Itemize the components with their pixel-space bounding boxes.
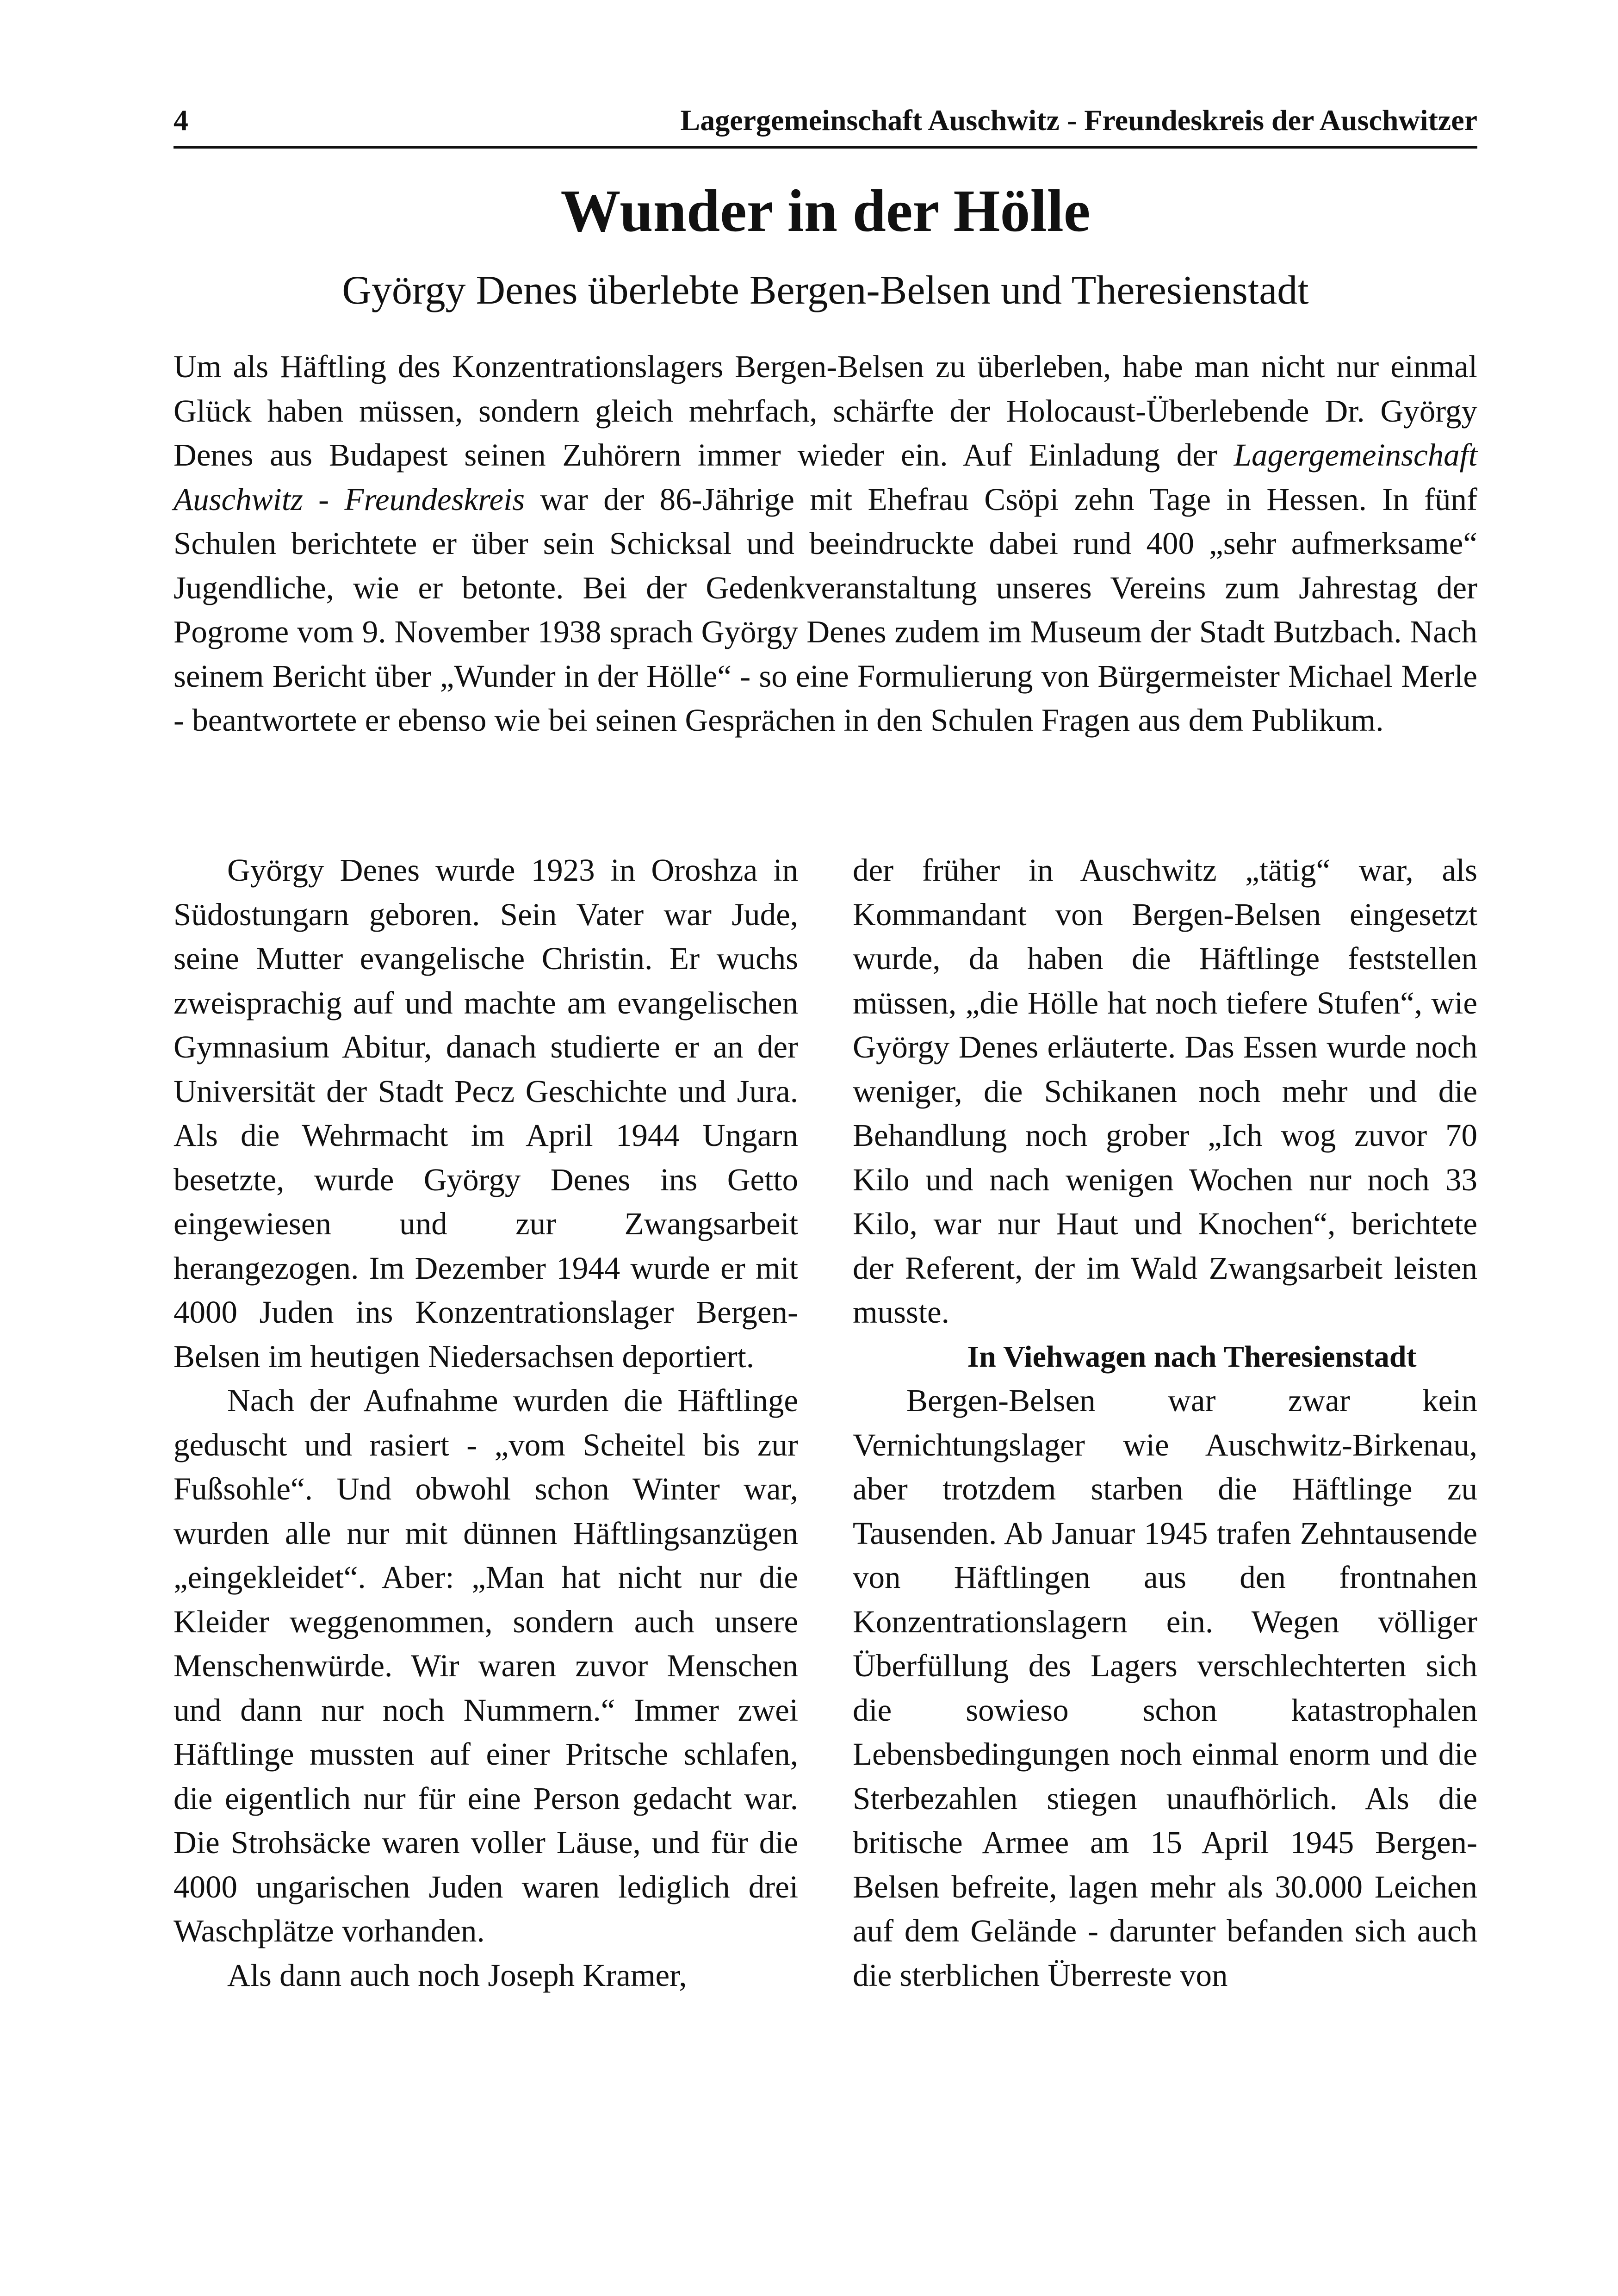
- article-subtitle: György Denes überlebte Bergen-Belsen und Theresienstadt: [342, 268, 1309, 313]
- paragraph: Bergen-Belsen war zwar kein Vernichtungslager wie Auschwitz-Birkenau, aber trotzdem starben die Häftlinge zu Tausenden. Ab Januar 1945 trafen Zehntausende von Häftlingen aus den frontnahen Konzentrationslagern ein. Wegen völliger Überfüllung des Lagers verschlechterten sich die sowieso schon katastrophalen Lebensbedingungen noch einmal enorm und die Sterbezahlen stiegen unaufhörlich. Als die britische Armee am 15 April 1945 Bergen-Belsen befreite, lagen mehr als 30.000 Leichen auf dem Gelände - darunter befanden sich auch die sterblichen Überreste von: [853, 1383, 1477, 1993]
- paragraph: Als dann auch noch Joseph Kramer,: [227, 1957, 687, 1993]
- intro-text-end: war der 86-Jährige mit Ehefrau Csöpi zehn Tage in Hessen. In fünf Schulen berichtete er über sein Schicksal und beeindruckte dabei rund 400 „sehr aufmerksame“ Jugendliche, wie er betonte. Bei der Gedenkveranstaltung unseres Vereins zum Jahrestag der Pogrome vom 9. November 1938 sprach György Denes zudem im Museum der Stadt Butzbach. Nach seinem Bericht über „Wunder in der Hölle“ - so eine Formulierung von Bürgermeister Michael Merle - beantwortete er ebenso wie bei seinen Gesprächen in den Schulen Fragen aus dem Publikum.: [174, 481, 1477, 738]
- intro-text-start: Um als Häftling des Konzentrationslagers Bergen-Belsen zu überleben, habe man nicht nur einmal Glück haben müssen, sondern gleich mehrfach, schärfte der Holocaust-Überlebende Dr. György Denes aus Budapest seinen Zuhörern immer wieder ein. Auf Einladung der: [174, 349, 1477, 473]
- page-header: [174, 100, 1477, 149]
- page-number: 4: [174, 104, 188, 137]
- article-title: Wunder in der Hölle: [560, 178, 1091, 244]
- article-intro: [174, 345, 1477, 743]
- paragraph-continuation: der früher in Auschwitz „tätig“ war, als Kommandant von Bergen-Belsen eingesetzt wurde, da haben die Häftlinge feststellen müssen, „die Hölle hat noch tiefere Stufen“, wie György Denes erläuterte. Das Essen wurde noch weniger, die Schikanen noch mehr und die Behandlung noch grober „Ich wog zuvor 70 Kilo und nach wenigen Wochen nur noch 33 Kilo, war nur Haut und Knochen“, berichtete der Referent, der im Wald Zwangsarbeit leisten musste.: [853, 852, 1477, 1330]
- paragraph: Nach der Aufnahme wurden die Häftlinge geduscht und rasiert - „vom Scheitel bis zur Fußsohle“. Und obwohl schon Winter war, wurden alle nur mit dünnen Häftlingsanzügen „eingekleidet“. Aber: „Man hat nicht nur die Kleider weggenommen, sondern auch unsere Menschenwürde. Wir waren zuvor Menschen und dann nur noch Nummern.“ Immer zwei Häftlinge mussten auf einer Pritsche schlafen, die eigentlich nur für eine Person gedacht war. Die Strohsäcke waren voller Läuse, und für die 4000 ungarischen Juden waren lediglich drei Waschplätze vorhanden.: [174, 1383, 798, 1948]
- intro-italic-organization: Lagergemeinschaft Auschwitz - Freundeskreis: [174, 437, 1477, 517]
- section-subheading: In Viehwagen nach Theresienstadt: [967, 1339, 1417, 1374]
- document-page: [174, 100, 1477, 2252]
- left-column: [174, 848, 798, 1997]
- right-column: [853, 848, 1477, 1997]
- paragraph: György Denes wurde 1923 in Oroshza in Südostungarn geboren. Sein Vater war Jude, seine Mutter evangelische Christin. Er wuchs zweisprachig auf und machte am evangelischen Gymnasium Abitur, danach studierte er an der Universität der Stadt Pecz Geschichte und Jura. Als die Wehrmacht im April 1944 Ungarn besetzte, wurde György Denes ins Getto eingewiesen und zur Zwangsarbeit herangezogen. Im Dezember 1944 wurde er mit 4000 Juden ins Konzentrationslager Bergen-Belsen im heutigen Niedersachsen deportiert.: [174, 852, 798, 1374]
- publication-title: Lagergemeinschaft Auschwitz - Freundeskreis der Auschwitzer: [680, 104, 1477, 137]
